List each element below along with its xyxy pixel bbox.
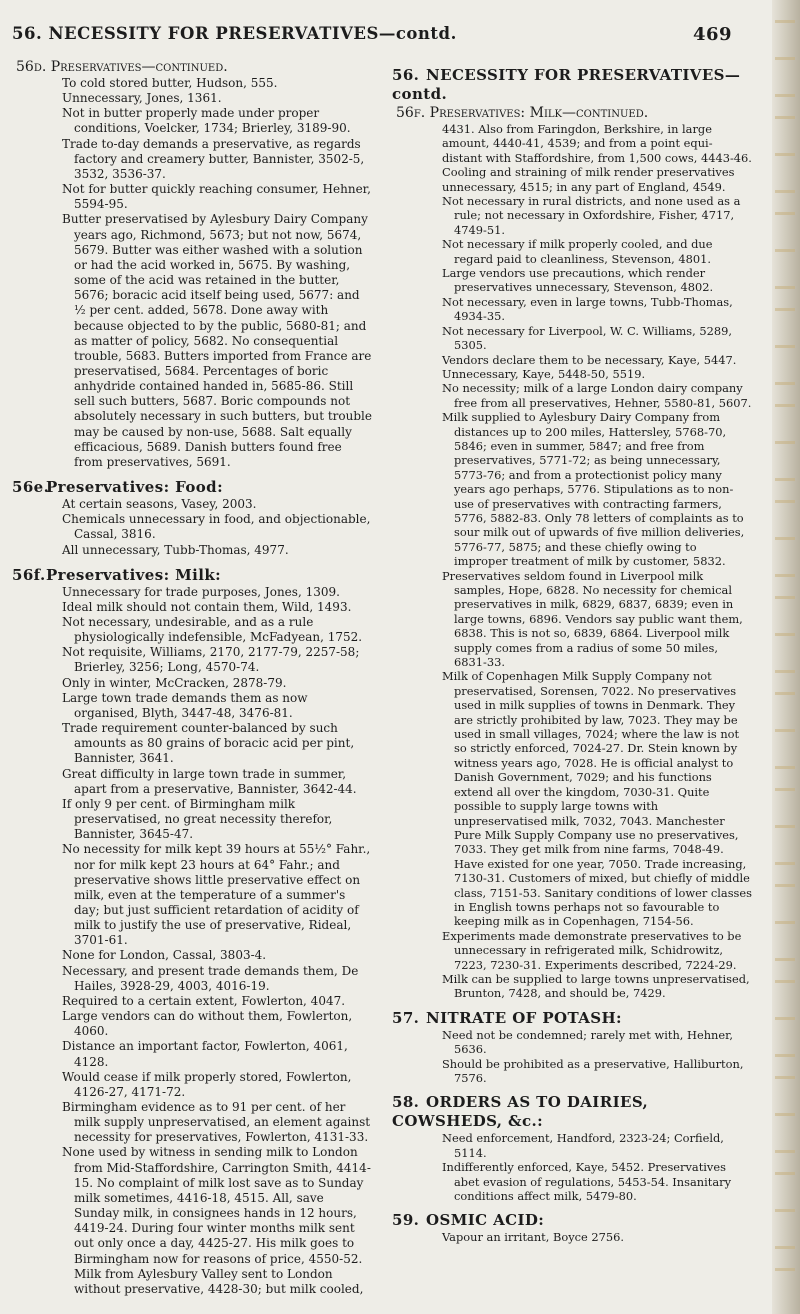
index-entry: Large vendors use precautions, which render preservatives unnecessary, Stevenson, 4802. bbox=[442, 266, 714, 295]
edge-mark bbox=[775, 921, 795, 924]
index-entry: If only 9 per cent. of Birmingham milk preservatised, no great necessity therefor, Bannister, 3645-47. bbox=[62, 796, 333, 842]
edge-mark bbox=[775, 286, 795, 289]
index-entry: Birmingham evidence as to 91 per cent. of her milk supply unpreservatised, an element against necessity for preservatives, Fowlerton, 4131-33. bbox=[62, 1100, 371, 1145]
section-heading bbox=[12, 478, 372, 497]
edge-mark bbox=[775, 958, 795, 961]
index-entry: Necessary, and present trade demands them, De Hailes, 3928-29, 4003, 4016-19. bbox=[62, 963, 359, 993]
edge-mark bbox=[775, 537, 795, 540]
section-number: 58. bbox=[392, 1093, 420, 1112]
edge-mark bbox=[775, 190, 795, 193]
edge-mark bbox=[775, 212, 795, 215]
edge-mark bbox=[775, 478, 795, 481]
edge-mark bbox=[775, 1113, 795, 1116]
section-number: 56e. bbox=[12, 478, 50, 497]
index-entry: Not in butter properly made under proper conditions, Voelcker, 1734; Brierley, 3189-90. bbox=[62, 106, 351, 136]
section-heading bbox=[12, 566, 372, 585]
subsection-heading: 56d. Preservatives—continued. bbox=[16, 59, 228, 75]
index-entry: Should be prohibited as a preservative, Halliburton, 7576. bbox=[442, 1056, 744, 1085]
section-title: Preservatives: Milk: bbox=[46, 565, 222, 584]
index-entry: Unnecessary, Kaye, 5448-50, 5519. bbox=[442, 366, 646, 381]
edge-mark bbox=[775, 441, 795, 444]
edge-mark bbox=[775, 1054, 795, 1057]
index-entry: Indifferently enforced, Kaye, 5452. Preservatives abet evasion of regulations, 5453-54. Insanitary conditions affect milk, 5479-80. bbox=[442, 1160, 732, 1204]
index-entry: Not requisite, Williams, 2170, 2177-79, 2257-58; Brierley, 3256; Long, 4570-74. bbox=[62, 645, 360, 675]
section-heading bbox=[392, 66, 752, 104]
index-entry: No necessity for milk kept 39 hours at 55½° Fahr., nor for milk kept 23 hours at 64° Fahr.; and preservative shows little preservative effect on milk, even at the temperature of a summer's day; but just sufficient retardation of acidity of milk to justify the use of preservative, Rideal, 3701-61. bbox=[62, 842, 371, 948]
section-heading bbox=[392, 1009, 752, 1028]
right-column bbox=[392, 58, 752, 1245]
index-entry: Large vendors can do without them, Fowlerton, 4060. bbox=[62, 1009, 353, 1039]
index-entry: Chemicals unnecessary in food, and objectionable, Cassal, 3816. bbox=[62, 512, 371, 542]
index-entry: 4431. Also from Faringdon, Berkshire, in large amount, 4440-41, 4539; and from a point equi-distant with Staffordshire, from 1,500 cows, 4443-46. Cooling and straining of milk render preservatives unnecessary, 4515; in any part of England, 4549. bbox=[442, 122, 752, 194]
index-entry: Unnecessary for trade purposes, Jones, 1309. bbox=[62, 584, 340, 599]
edge-mark bbox=[775, 20, 795, 23]
index-entry: Trade requirement counter-balanced by such amounts as 80 grains of boracic acid per pint, Bannister, 3641. bbox=[62, 721, 355, 766]
index-entry: Preservatives seldom found in Liverpool milk samples, Hope, 6828. No necessity for chemical preservatives in milk, 6829, 6837, 6839; even in large towns, 6896. Vendors say public want them, 6838. This is not so, 6839, 6864. Liverpool milk supply comes from a radius of some 50 miles, 6831-33. bbox=[442, 568, 743, 670]
edge-mark bbox=[775, 862, 795, 865]
edge-mark bbox=[775, 94, 795, 97]
edge-mark bbox=[775, 1017, 795, 1020]
edge-mark bbox=[775, 404, 795, 407]
index-entry: At certain seasons, Vasey, 2003. bbox=[62, 497, 257, 512]
subsection-heading: 56f. Preservatives: Milk—continued. bbox=[396, 105, 649, 121]
section-heading bbox=[392, 1211, 752, 1230]
section-title: ORDERS AS TO DAIRIES, COWSHEDS, &c.: bbox=[392, 1093, 649, 1131]
edge-mark bbox=[775, 308, 795, 311]
index-entry: Vendors declare them to be necessary, Kaye, 5447. bbox=[442, 352, 737, 367]
edge-mark bbox=[775, 692, 795, 695]
edge-mark bbox=[775, 249, 795, 252]
index-entry: Large town trade demands them as now organised, Blyth, 3447-48, 3476-81. bbox=[62, 690, 308, 720]
edge-mark bbox=[775, 884, 795, 887]
index-entry: Not necessary if milk properly cooled, and due regard paid to cleanliness, Stevenson, 4801. bbox=[442, 237, 713, 266]
index-entry: Milk can be supplied to large towns unpreservatised, Brunton, 7428, and should be, 7429. bbox=[442, 971, 750, 1001]
index-entry: Only in winter, McCracken, 2878-79. bbox=[62, 675, 287, 690]
edge-mark bbox=[775, 382, 795, 385]
index-entry: Not necessary, even in large towns, Tubb-Thomas, 4934-35. bbox=[442, 294, 733, 324]
edge-mark bbox=[775, 1268, 795, 1271]
index-entry: Vapour an irritant, Boyce 2756. bbox=[442, 1230, 624, 1245]
edge-mark bbox=[775, 1172, 795, 1175]
section-title: Preservatives: Food: bbox=[46, 478, 224, 497]
index-entry: To cold stored butter, Hudson, 555. bbox=[62, 76, 278, 90]
section-title: NITRATE OF POTASH: bbox=[426, 1008, 622, 1027]
index-entry: Distance an important factor, Fowlerton, 4061, 4128. bbox=[62, 1039, 348, 1069]
section-heading bbox=[392, 1093, 752, 1131]
page-edge-strip bbox=[772, 0, 800, 1314]
index-entry: Would cease if milk properly stored, Fowlerton, 4126-27, 4171-72. bbox=[62, 1069, 352, 1099]
edge-mark bbox=[775, 670, 795, 673]
page-number: 469 bbox=[693, 24, 733, 45]
edge-mark bbox=[775, 57, 795, 60]
index-entry: Required to a certain extent, Fowlerton, 4047. bbox=[62, 993, 346, 1008]
index-entry: Milk supplied to Aylesbury Dairy Company from distances up to 200 miles, Hattersley, 5768-70, 5846; even in summer, 5847; and free from preservatives, 5771-72; as being unnecessary, 5773-76; and from a protectionist policy many years ago perhaps, 5776. Stipulations as to non-use of preservatives with contracting farmers, 5776, 5882-83. Only 78 letters of complaints as to sour milk out of upwards of five million deliveries, 5776-77, 5875; and these chiefly owing to improper treatment of milk by customer, 5832. bbox=[442, 410, 745, 569]
edge-mark bbox=[775, 1150, 795, 1153]
index-entry: Experiments made demonstrate preservatives to be unnecessary in refrigerated milk, Schidrowitz, 7223, 7230-31. Experiments described, 7224-29. bbox=[442, 928, 742, 972]
index-entry: None for London, Cassal, 3803-4. bbox=[62, 948, 267, 963]
index-entry: Need not be condemned; rarely met with, Hehner, 5636. bbox=[442, 1027, 733, 1057]
edge-mark bbox=[775, 766, 795, 769]
running-head-section: 56. NECESSITY FOR PRESERVATIVES—contd. bbox=[12, 24, 457, 43]
index-entry: No necessity; milk of a large London dairy company free from all preservatives, Hehner, 5580-81, 5607. bbox=[442, 381, 752, 410]
edge-mark bbox=[775, 345, 795, 348]
index-entry: Not necessary in rural districts, and none used as a rule; not necessary in Oxfordshire, Fisher, 4717, 4749-51. bbox=[442, 194, 741, 237]
edge-mark bbox=[775, 574, 795, 577]
edge-mark bbox=[775, 729, 795, 732]
left-column bbox=[12, 58, 372, 1297]
edge-mark bbox=[775, 596, 795, 599]
edge-mark bbox=[775, 116, 795, 119]
index-entry: Not for butter quickly reaching consumer, Hehner, 5594-95. bbox=[62, 182, 371, 212]
section-title: OSMIC ACID: bbox=[426, 1211, 545, 1230]
index-entry: Ideal milk should not contain them, Wild, 1493. bbox=[62, 599, 352, 614]
edge-mark bbox=[775, 1246, 795, 1249]
index-entry: Butter preservatised by Aylesbury Dairy Company years ago, Richmond, 5673; but not now, 5674, 5679. Butter was either washed with a solution or had the acid worked in, 5675. By washing, some of the acid was retained in the butter, 5676; boracic acid itself being used, 5677: and ½ per cent. added, 5678. Done away with because objected to by the public, 5680-81; and as matter of policy, 5682. No consequential trouble, 5683. Butters imported from France are preservatised, 5684. Percentages of boric anhydride contained handed in, 5685-86. Still sell such butters, 5687. Boric compounds not absolutely necessary in such butters, but trouble may be caused by non-use, 5688. Salt equally efficacious, 5689. Danish butters found free from preservatives, 5691. bbox=[62, 212, 372, 469]
edge-mark bbox=[775, 1076, 795, 1079]
index-entry: Not necessary, undesirable, and as a rule physiologically indefensible, McFadyean, 1752. bbox=[62, 615, 363, 645]
index-entry: Not necessary for Liverpool, W. C. Williams, 5289, 5305. bbox=[442, 323, 732, 353]
index-entry: All unnecessary, Tubb-Thomas, 4977. bbox=[62, 542, 289, 557]
index-entry: Unnecessary, Jones, 1361. bbox=[62, 91, 222, 106]
section-number: 56f. bbox=[12, 565, 46, 584]
section-number: 59. bbox=[392, 1211, 420, 1230]
edge-mark bbox=[775, 500, 795, 503]
index-entry: Great difficulty in large town trade in summer, apart from a preservative, Bannister, 3642-44. bbox=[62, 766, 357, 796]
edge-mark bbox=[775, 788, 795, 791]
section-number: 57. bbox=[392, 1008, 420, 1027]
index-entry: None used by witness in sending milk to London from Mid-Staffordshire, Carrington Smith, 4414-15. No complaint of milk lost save as to Sunday milk sometimes, 4416-18, 4515. All, save Sunday milk, in consignees hands in 12 hours, 4419-24. During four winter months milk sent out only once a day, 4425-27. His milk goes to Birmingham now for reasons of price, 4550-52. Milk from Aylesbury Valley sent to London without preservative, 4428-30; but milk cooled, bbox=[62, 1145, 371, 1296]
index-entry: Need enforcement, Handford, 2323-24; Corfield, 5114. bbox=[442, 1131, 724, 1160]
section-title: NECESSITY FOR PRESERVATIVES—contd. bbox=[392, 66, 741, 103]
index-entry: Trade to-day demands a preservative, as regards factory and creamery butter, Bannister, 3502-5, 3532, 3536-37. bbox=[62, 136, 365, 181]
edge-mark bbox=[775, 825, 795, 828]
edge-mark bbox=[775, 633, 795, 636]
edge-mark bbox=[775, 980, 795, 983]
edge-mark bbox=[775, 153, 795, 156]
index-entry: Milk of Copenhagen Milk Supply Company not preservatised, Sorensen, 7022. No preservatives used in milk supplies of towns in Denmark. They are strictly prohibited by law, 7023. They may be used in small villages, 7024; where the law is not so strictly enforced, 7024-27. Dr. Stein known by witness years ago, 7028. He is official analyst to Danish Government, 7029; and his functions extend all over the kingdom, 7030-31. Quite possible to supply large towns with unpreservatised milk, 7032, 7043. Manchester Pure Milk Supply Company use no preservatives, 7033. They get milk from nine farms, 7048-49. Have existed for one year, 7050. Trade increasing, 7130-31. Customers of mixed, but chiefly of middle class, 7151-53. Sanitary conditions of lower classes in English towns perhaps not so favourable to keeping milk as in Copenhagen, 7154-56. bbox=[442, 669, 752, 929]
edge-mark bbox=[775, 1209, 795, 1212]
section-number: 56. bbox=[392, 66, 420, 84]
